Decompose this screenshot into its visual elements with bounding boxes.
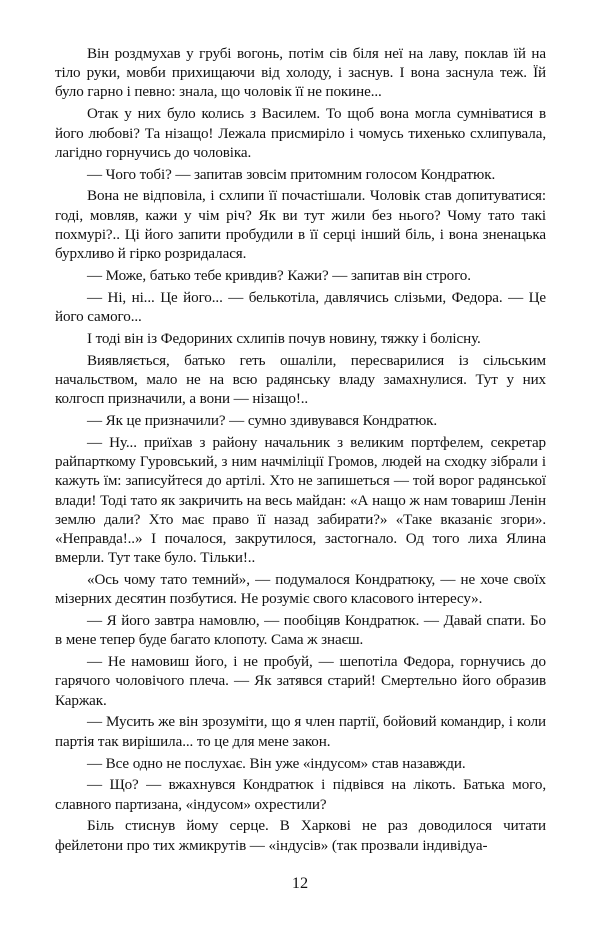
paragraph: Біль стиснув йому серце. В Харкові не раз доводилося читати фейлетони про тих жмикрутів — «індусів» (так прозвали індивідуа-	[55, 818, 546, 854]
paragraph: — Все одно не послухає. Він уже «індусом» став назавжди.	[87, 755, 466, 772]
paragraph: Виявляється, батько геть ошаліли, пересварилися із сільським начальством, мало не на всю радянську владу замахнулися. Тут у них колгосп призначили, а вони — нізащо!..	[55, 352, 546, 408]
paragraph: «Ось чому тато темний», — подумалося Кондратюку, — не хоче своїх мізерних десятин позбутися. Не розуміє свого класового інтересу».	[55, 572, 546, 608]
paragraph: — Що? — вжахнувся Кондратюк і підвівся на лікоть. Батька мого, славного партизана, «індусом» охрестили?	[55, 777, 546, 813]
paragraph: Він роздмухав у грубі вогонь, потім сів біля неї на лаву, поклав їй на тіло руки, мовби прихищаючи від холоду, і заснув. І вона заснула теж. Їй було гарно і певно: знала, що чоловік її не покине...	[55, 46, 546, 101]
paragraph: — Не намовиш його, і не пробуй, — шепотіла Федора, горнучись до гарячого чоловічого плеча. — Як затявся старий! Смертельно його образив Каржак.	[55, 654, 546, 709]
paragraph: — Мусить же він зрозуміти, що я член партії, бойовий командир, і коли партія так вирішила... то це для мене закон.	[55, 714, 546, 750]
paragraph: Отак у них було колись з Василем. То щоб вона могла сумніватися в його любові? Та нізащо! Лежала присмиріло і чомусь тихенько схлипувала, лагідно горнучись до чоловіка.	[55, 106, 546, 161]
paragraph: — Ну... приїхав з району начальник з великим портфелем, секретар райпарткому Гуровський, з ним начміліції Громов, людей на сходку зібрали і кажуть їм: записуйтеся до артілі. Хто не запишеться — той ворог радянської влади! Тоді тато як закричить на весь майдан: «А нащо ж нам товариш Ленін землю дали? Хто має право її назад забирати?» «Таке вказаніє згори». «Неправда!..» І почалося, закрутилося, застогнало. Од того лиха Ялина вмерли. Тут таке було. Тільки!..	[55, 434, 546, 567]
page-number: 12	[291, 873, 309, 892]
paragraph: — Чого тобі? — запитав зовсім притомним голосом Кондратюк.	[87, 166, 496, 183]
paragraph: І тоді він із Федориних схлипів почув новину, тяжку і болісну.	[87, 330, 481, 347]
paragraph: — Як це призначили? — сумно здивувався Кондратюк.	[87, 412, 438, 429]
paragraph: Вона не відповіла, і схлипи її почастішали. Чоловік став допитуватися: годі, мовляв, кажи у чім річ? Як ви тут жили без нього? Чому тато такі похмурі?.. Ці його запити пробудили в її серці інший біль, і вона зненацька бурхливо й гірко розридалася.	[55, 188, 546, 263]
page-text	[55, 45, 546, 858]
paragraph: — Ні, ні... Це його... — белькотіла, давлячись слізьми, Федора. — Це його самого...	[55, 289, 546, 326]
paragraph: — Я його завтра намовлю, — пообіцяв Кондратюк. — Давай спати. Бо в мене тепер буде багато клопоту. Сама ж знаєш.	[55, 613, 546, 649]
paragraph: — Може, батько тебе кривдив? Кажи? — запитав він строго.	[87, 267, 471, 284]
